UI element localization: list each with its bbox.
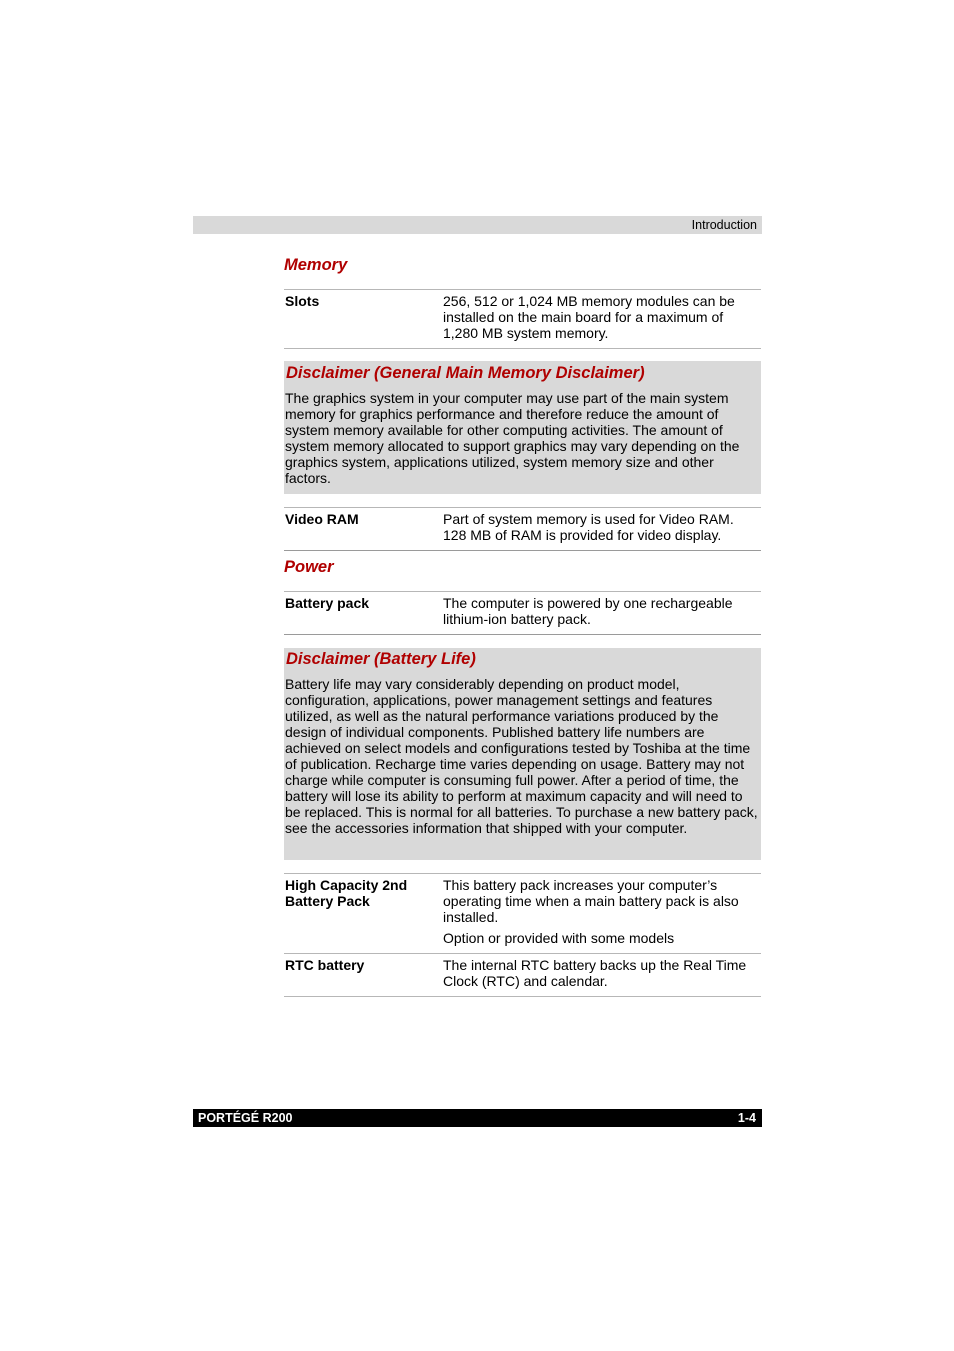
battery-disclaimer-box <box>284 648 761 860</box>
battery-disclaimer-title: Disclaimer (Battery Life) <box>286 650 476 668</box>
table-rule <box>284 873 761 874</box>
memory-disclaimer-title: Disclaimer (General Main Memory Disclaimer) <box>286 364 645 382</box>
memory-disclaimer-text: The graphics system in your computer may use part of the main system memory for graphics performance and therefore reduce the amount of system memory available for other computing activities. The amount of system memory allocated to support graphics may vary depending on the graphics system, applications utilized, system memory size and other factors. <box>285 390 740 486</box>
battery-disclaimer-text: Battery life may vary considerably depending on product model, configuration, applications, power management settings and features utilized, as well as the natural performance variations produced by the design of individual components. Published battery life numbers are achieved on select models and configurations tested by Toshiba at the time of publication. Recharge time varies depending on usage. Battery may not charge while computer is consuming full power. After a period of time, the battery will lose its ability to perform at maximum capacity and will need to be replaced. This is normal for all batteries. To purchase a new battery pack, see the accessories information that shipped with your computer. <box>285 676 758 836</box>
battery-pack-desc: The computer is powered by one rechargeable lithium-ion battery pack. <box>443 595 733 627</box>
footer-model: PORTÉGÉ R200 <box>198 1111 293 1125</box>
page-number: 1-4 <box>737 1111 756 1125</box>
video-ram-term: Video RAM <box>285 511 359 527</box>
rtc-battery-desc: The internal RTC battery backs up the Real Time Clock (RTC) and calendar. <box>443 957 747 989</box>
table-rule <box>284 550 761 551</box>
slots-desc: 256, 512 or 1,024 MB memory modules can be installed on the main board for a maximum of 1,280 MB system memory. <box>443 293 735 341</box>
battery-pack-term: Battery pack <box>285 595 370 611</box>
memory-heading: Memory <box>284 256 348 274</box>
table-rule <box>284 634 761 635</box>
high-capacity-battery-term: High Capacity 2nd Battery Pack <box>285 877 408 909</box>
slots-term: Slots <box>285 293 320 309</box>
power-heading: Power <box>284 558 334 576</box>
high-capacity-battery-note: Option or provided with some models <box>443 930 675 946</box>
rtc-battery-term: RTC battery <box>285 957 365 973</box>
running-header <box>193 216 762 234</box>
table-rule <box>284 507 761 508</box>
table-rule <box>284 996 761 997</box>
page-footer <box>193 1109 762 1127</box>
table-rule <box>284 289 761 290</box>
table-rule <box>284 591 761 592</box>
table-rule <box>284 953 761 954</box>
memory-disclaimer-box <box>284 361 761 494</box>
header-section: Introduction <box>691 218 757 232</box>
table-rule <box>284 348 761 349</box>
video-ram-desc: Part of system memory is used for Video RAM. 128 MB of RAM is provided for video display. <box>443 511 734 543</box>
high-capacity-battery-desc: This battery pack increases your computer’s operating time when a main battery pack is also installed. <box>443 877 739 925</box>
